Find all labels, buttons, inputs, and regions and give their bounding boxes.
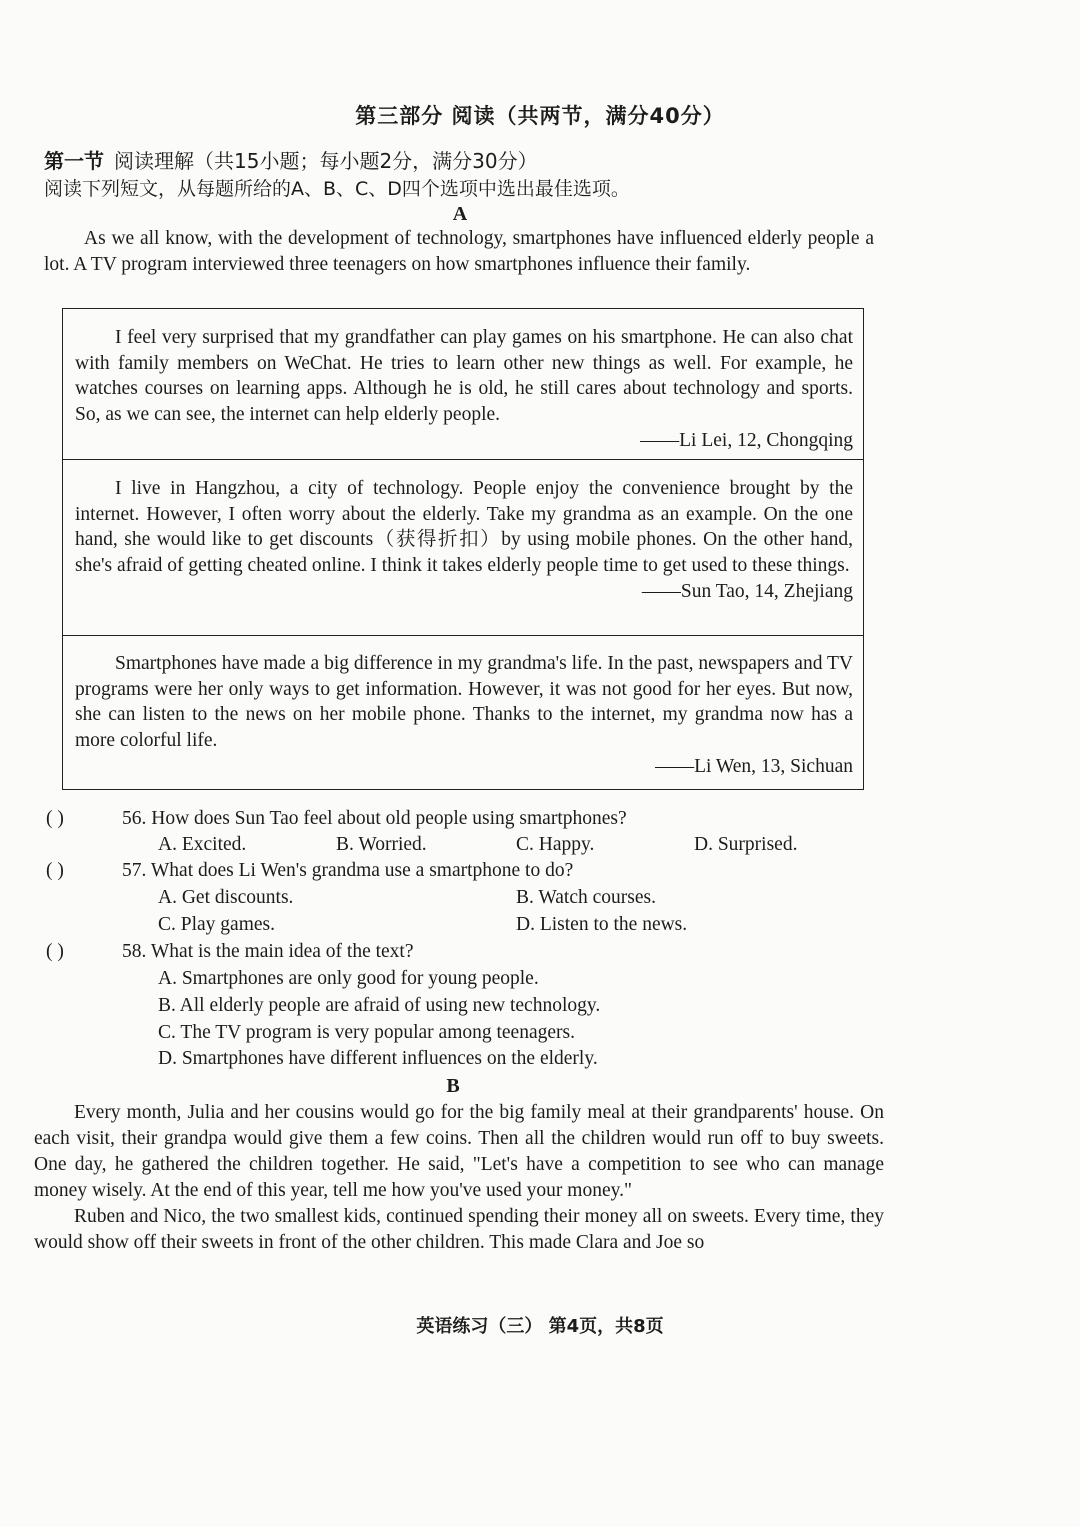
answer-blank[interactable]: ( ) [46,941,64,962]
interview-boxes [62,308,864,790]
question-stem: 56. How does Sun Tao feel about old people using smartphones? [122,808,627,829]
question-stem: 57. What does Li Wen's grandma use a smartphone to do? [122,860,574,881]
box-text: I live in Hangzhou, a city of technology. People enjoy the convenience brought by the internet. However, I often worry about the elderly. Take my grandma as an example. On the one hand, she would like to get discounts（获得折扣）by using mobile phones. On the other hand, she's afraid of getting cheated online. I think it takes elderly people time to get used to these things. [75,478,853,576]
question-56 [46,806,627,832]
question-58 [46,939,414,965]
interview-box-li-wen [63,635,863,789]
interview-box-li-lei [63,309,863,459]
option-57-a: A. Get discounts. [158,887,294,908]
option-56-b: B. Worried. [336,834,427,855]
option-58-c: C. The TV program is very popular among teenagers. [158,1022,575,1043]
option-58-a: A. Smartphones are only good for young people. [158,968,539,989]
question-57 [46,858,573,884]
passage-a-intro [44,226,874,278]
option-57-b: B. Watch courses. [516,887,656,908]
section-desc: 阅读理解（共15小题；每小题2分，满分30分） [114,149,538,173]
question-stem: 58. What is the main idea of the text? [122,941,414,962]
page-footer: 英语练习（三） 第4页，共8页 [416,1316,664,1337]
passage-b-body [34,1100,884,1256]
box-signature: ——Sun Tao, 14, Zhejiang [641,581,853,602]
answer-blank[interactable]: ( ) [46,808,64,829]
option-56-c: C. Happy. [516,834,595,855]
option-58-d: D. Smartphones have different influences on the elderly. [158,1048,598,1069]
option-58-b: B. All elderly people are afraid of using new technology. [158,995,601,1016]
passage-b-paragraph-2: Ruben and Nico, the two smallest kids, continued spending their money all on sweets. Every time, they would show off their sweets in front of the other children. This made Clara and Joe so [34,1206,884,1253]
option-57-d: D. Listen to the news. [516,914,688,935]
option-57-c: C. Play games. [158,914,275,935]
instruction: 阅读下列短文，从每题所给的A、B、C、D四个选项中选出最佳选项。 [44,178,630,200]
passage-a-letter: A [452,203,468,225]
option-56-d: D. Surprised. [694,834,798,855]
option-56-a: A. Excited. [158,834,247,855]
box-text: I feel very surprised that my grandfather can play games on his smartphone. He can also chat with family members on WeChat. He tries to learn other new things as well. For example, he watches courses on learning apps. Although he is old, he still cares about technology and sports. So, as we can see, the internet can help elderly people. [75,327,853,425]
answer-blank[interactable]: ( ) [46,860,64,881]
section-title [44,145,538,174]
intro-paragraph: As we all know, with the development of technology, smartphones have influenced elderly people a lot. A TV program interviewed three teenagers on how smartphones influence their family. [44,228,874,275]
passage-b-paragraph-1: Every month, Julia and her cousins would go for the big family meal at their grandparents' house. On each visit, their grandpa would give them a few coins. Then all the children would run off to buy sweets. One day, he gathered the children together. He said, "Let's have a competition to see who can manage money wisely. At the end of this year, tell me how you've used your money." [34,1102,884,1201]
box-text: Smartphones have made a big difference in my grandma's life. In the past, newspapers and TV programs were her only ways to get information. However, it was not good for her eyes. But now, she can listen to the news on her mobile phone. Thanks to the internet, my grandma now has a more colorful life. [75,653,853,751]
box-signature: ——Li Wen, 13, Sichuan [655,756,853,777]
box-signature: ——Li Lei, 12, Chongqing [640,430,853,451]
section-label: 第一节 [44,149,104,173]
part-title: 第三部分 阅读（共两节，满分40分） [355,104,725,128]
interview-box-sun-tao [63,459,863,635]
passage-b-letter: B [446,1075,460,1097]
